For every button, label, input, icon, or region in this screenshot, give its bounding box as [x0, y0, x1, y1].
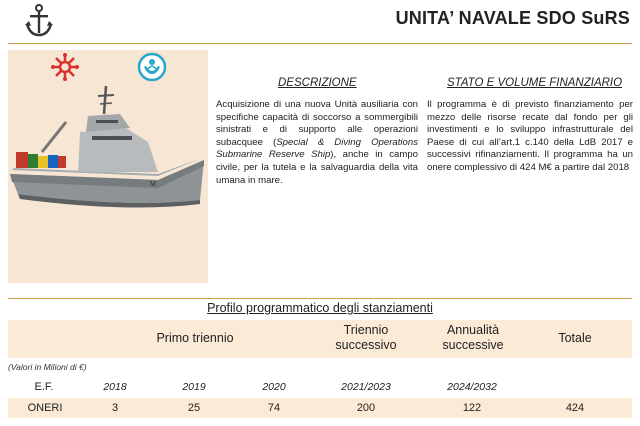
- oneri-value: 122: [462, 402, 482, 414]
- year-cell: 2019: [182, 381, 206, 393]
- svg-text:M: M: [150, 181, 156, 188]
- header-triennio-successivo: Triennio successivo: [335, 323, 397, 352]
- table-header-row: [8, 320, 632, 358]
- year-cell: 2018: [103, 381, 127, 393]
- humanitarian-hands-icon: [137, 52, 167, 82]
- oneri-value: 3: [111, 402, 119, 414]
- header-totale: Totale: [558, 331, 592, 345]
- year-cell: 2021/2023: [341, 381, 391, 393]
- descrizione-text: Acquisizione di una nuova Unità ausiliaria con specifiche capacità di soccorso a sommergibili sinistrati e di supporto alle operazioni subacquee (Special & Diving Operations Submarine Reserve Ship), anche in campo civile, per la tutela e la salvaguardia della vita umana in mare.: [216, 99, 419, 186]
- ship-illustration: [8, 82, 208, 222]
- oneri-value: 25: [187, 402, 201, 414]
- ef-label: E.F.: [34, 381, 54, 393]
- section-divider: [8, 298, 632, 299]
- profile-title: Profilo programmatico degli stanziamenti: [207, 301, 433, 315]
- descrizione-title: DESCRIZIONE: [278, 77, 357, 89]
- oneri-value: 74: [267, 402, 281, 414]
- oneri-total: 424: [565, 402, 585, 414]
- oneri-label: ONERI: [27, 402, 63, 414]
- year-cell: 2020: [262, 381, 286, 393]
- oneri-value: 200: [356, 402, 376, 414]
- page-title: UNITA’ NAVALE SDO SuRS: [395, 8, 630, 28]
- rescue-compass-icon: [50, 52, 80, 82]
- stato-title: STATO E VOLUME FINANZIARIO: [447, 77, 623, 89]
- year-cell: 2024/2032: [447, 381, 497, 393]
- header-primo-triennio: Primo triennio: [156, 331, 234, 345]
- stato-text: Il programma è di previsto finanziamento per mezzo delle risorse recate dal fondo per gli investimenti e lo sviluppo infrastrutturale del Paese di cui all’art.1 c.140 della LdB 2017 e successivi rifinanziamenti. Il programma ha un onere complessivo di 424 M€ a partire dal 2018: [427, 99, 633, 173]
- header-annualita-successive: Annualità successive: [442, 323, 504, 352]
- anchor-icon: [25, 4, 53, 38]
- units-note: (Valori in Milioni di €): [8, 362, 87, 372]
- header-divider: [8, 43, 632, 44]
